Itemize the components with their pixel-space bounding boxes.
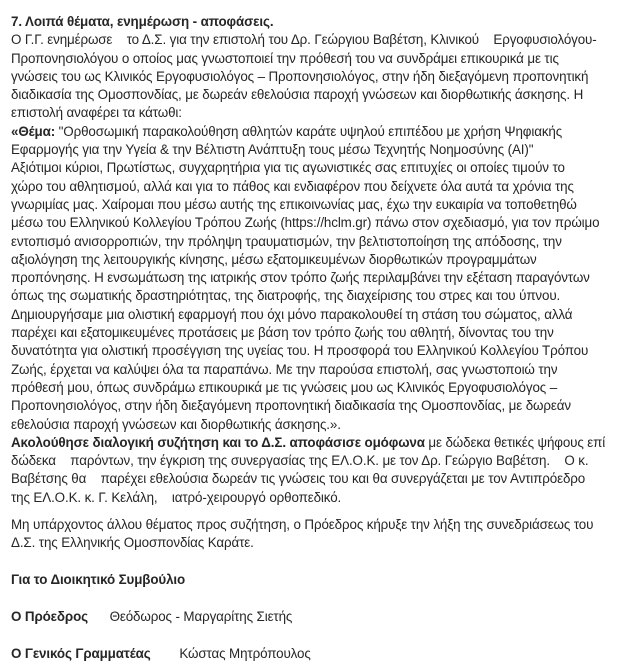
section-7-other-matters-line-3 <box>11 50 637 68</box>
section-7-other-matters-line-10 <box>11 178 637 196</box>
section-7-other-matters-line-26 <box>11 470 637 488</box>
text-segment: επιστολή αναφέρει τα κάτωθι: <box>11 105 182 121</box>
text-segment: Κώστας Μητρόπουλος <box>150 646 311 662</box>
text-segment: της ΕΛ.Ο.Κ. κ. Γ. Κελάλη, ιατρό-χειρουργό ορθοπεδικό. <box>11 489 342 505</box>
text-segment: Μη υπάρχοντος άλλου θέματος προς συζήτηση, ο Πρόεδρος κήρυξε την λήξη της συνεδριάσεως του <box>11 517 594 533</box>
closing-paragraph-line-1 <box>11 516 637 534</box>
text-segment: Προπονησιολόγος, στην ήδη διεξαγόμενη προπονητική διαδικασία της Ομοσπονδίας, με δωρεάν <box>11 398 571 414</box>
board-heading-line-1 <box>11 571 637 589</box>
text-segment: "Ορθοσωμική παρακολούθηση αθλητών καράτε υψηλού επιπέδου με χρήση Ψηφιακής <box>55 123 563 139</box>
section-7-other-matters-line-27 <box>11 489 637 507</box>
text-segment: παρέχει και εξατομικευμένες προτάσεις με βάση τον τρόπο ζωής του αθλητή, δίνοντας του την <box>11 325 554 341</box>
text-segment: Δημιουργήσαμε μια ολιστική εφαρμογή που όχι μόνο παρακολουθεί τη στάση του σώματος, αλλά <box>11 306 573 322</box>
section-7-other-matters-line-11 <box>11 196 637 214</box>
text-segment: Εφαρμογής για την Υγεία & την Βέλτιστη Ανάπτυξη τους μέσω Τεχνητής Νοημοσύνης (AI)" <box>11 142 534 158</box>
section-7-other-matters-line-2 <box>11 31 637 49</box>
text-segment: Βαβέτσης θα παρέχει εθελούσια δωρεάν τις γνώσεις του και θα συνεργάζεται με τον Αντιπρόεδρο <box>11 471 586 487</box>
text-segment: όπως της σωματικής δραστηριότητας, της διατροφής, της διαχείρισης του στρες και του ύπνου. <box>11 288 561 304</box>
closing-paragraph <box>11 516 637 553</box>
section-7-other-matters-line-16 <box>11 287 637 305</box>
signature-general-secretary-line-1 <box>11 645 637 663</box>
section-7-other-matters-line-15 <box>11 269 637 287</box>
section-7-other-matters-line-20 <box>11 361 637 379</box>
signature-president <box>11 608 637 626</box>
bold-text-segment: Για το Διοικητικό Συμβούλιο <box>11 571 186 587</box>
section-7-other-matters-line-6 <box>11 104 637 122</box>
section-7-other-matters-line-22 <box>11 397 637 415</box>
section-7-other-matters-line-25 <box>11 452 637 470</box>
section-7-other-matters-line-17 <box>11 306 637 324</box>
section-7-other-matters-line-13 <box>11 233 637 251</box>
text-segment: γνώσεις του ως Κλινικός Εργοφυσιολόγος – Προπονησιολόγος, στην ήδη διεξαγόμενη προπονητική <box>11 68 589 84</box>
text-segment: πρόθεσή μου, όπως συνδράμω επικουρικά με τις γνώσεις μου ως Κλινικός Εργοφυσιολόγος – <box>11 379 558 395</box>
text-segment: Προπονησιολόγου ο οποίος μας γνωστοποιεί την πρόθεσή του να συνδράμει επικουρικά με τις <box>11 50 559 66</box>
section-7-other-matters-line-5 <box>11 86 637 104</box>
bold-text-segment: Ακολούθησε διαλογική συζήτηση και το Δ.Σ. αποφάσισε ομόφωνα <box>11 434 425 450</box>
section-7-other-matters-line-14 <box>11 251 637 269</box>
section-7-other-matters-line-1 <box>11 13 637 31</box>
bold-text-segment: «Θέμα: <box>11 123 56 139</box>
text-segment: χώρο του αθλητισμού, αλλά και για το πάθος και ενδιαφέρον που δείχνετε όλα αυτά τα χρόνια της <box>11 178 574 194</box>
text-segment: αξιολόγηση της λειτουργικής κίνησης, μέσω εξατομικευμένων διορθωτικών προγραμμάτων <box>11 251 537 267</box>
text-segment: εντοπισμό ανισορροπιών, την πρόληψη τραυματισμών, την βελτιστοποίηση της απόδοσης, την <box>11 233 562 249</box>
section-7-other-matters-line-24 <box>11 434 637 452</box>
section-7-other-matters-line-9 <box>11 159 637 177</box>
text-segment: με δώδεκα θετικές ψήφους επί <box>424 434 606 450</box>
closing-paragraph-line-2 <box>11 534 637 552</box>
section-7-other-matters-line-19 <box>11 342 637 360</box>
text-segment: γνωριμίας μας. Χαίρομαι που μέσω αυτής της επικοινωνίας μας, έχω την ευκαιρία να τοποθετηθώ <box>11 196 577 212</box>
section-7-other-matters-line-21 <box>11 379 637 397</box>
text-segment: Αξιότιμοι κύριοι, Πρωτίστως, συγχαρητήρια για τις αγωνιστικές σας επιτυχίες οι οποίες τιμούν το <box>11 160 565 176</box>
section-7-other-matters-line-23 <box>11 416 637 434</box>
text-segment: προπόνησης. Η ενσωμάτωση της ιατρικής στον τρόπο ζωής περιλαμβάνει την εξέταση παραγόντων <box>11 270 590 286</box>
bold-text-segment: 7. Λοιπά θέματα, ενημέρωση - αποφάσεις. <box>11 14 274 29</box>
text-segment: Ζωής, έρχεται να καλύψει όλα τα παραπάνω. Με την παρούσα επιστολή, σας γνωστοποιώ την <box>11 361 558 377</box>
bold-text-segment: Ο Πρόεδρος <box>11 608 88 624</box>
bold-text-segment: Ο Γενικός Γραμματέας <box>11 646 151 662</box>
text-segment: δυνατότητα για ολιστική προσέγγιση της υγείας του. Η προσφορά του Ελληνικού Κολλεγίου Τρόπου <box>11 343 589 359</box>
text-segment: εθελούσια παροχή γνώσεων και διορθωτικής άσκησης.». <box>11 416 341 432</box>
section-7-other-matters <box>11 13 637 507</box>
text-segment: διαδικασία της Ομοσπονδίας, με δωρεάν εθελούσια παροχή γνώσεων και διορθωτικής άσκησης. Η <box>11 87 584 103</box>
section-7-other-matters-line-4 <box>11 68 637 86</box>
section-7-other-matters-line-8 <box>11 141 637 159</box>
section-7-other-matters-line-12 <box>11 214 637 232</box>
signature-president-line-1 <box>11 608 637 626</box>
text-segment: Θεόδωρος - Μαργαρίτης Σιετής <box>87 608 293 624</box>
board-heading <box>11 571 637 589</box>
section-7-other-matters-line-7 <box>11 123 637 141</box>
signature-general-secretary <box>11 645 637 663</box>
text-segment: Ο Γ.Γ. ενημέρωσε το Δ.Σ. για την επιστολή του Δρ. Γεώργιου Βαβέτση, Κλινικού Εργοφυσιολόγου- <box>11 32 597 48</box>
text-segment: μέσω του Ελληνικού Κολλεγίου Τρόπου Ζωής (https://hclm.gr) πάνω στον σχεδιασμό, για τον πρώιμο <box>11 215 600 231</box>
text-segment: Δ.Σ. της Ελληνικής Ομοσπονδίας Καράτε. <box>11 535 254 551</box>
section-7-other-matters-line-18 <box>11 324 637 342</box>
text-segment: δώδεκα παρόντων, την έγκριση της συνεργασίας της ΕΛ.Ο.Κ. με τον Δρ. Γεώργιο Βαβέτση. Ο κ. <box>11 453 589 469</box>
